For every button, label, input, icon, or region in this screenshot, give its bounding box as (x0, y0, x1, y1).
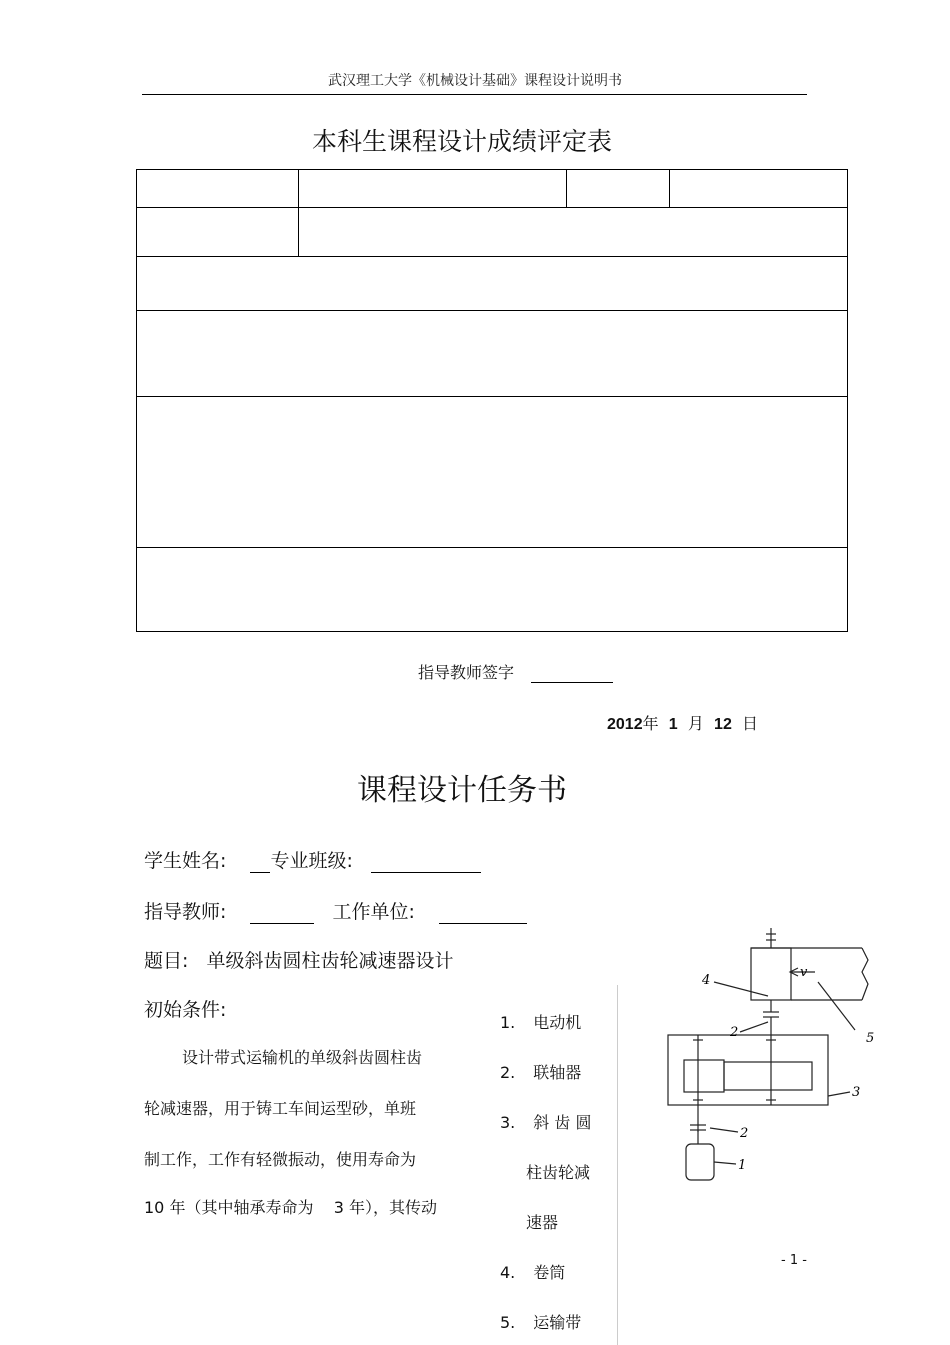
signature-line (418, 660, 613, 683)
table-row (137, 548, 848, 632)
part-name: 速器 (526, 1213, 559, 1232)
part-name: 联轴器 (533, 1063, 582, 1082)
diagram-label-5: 5 (866, 1031, 875, 1046)
table-cell (299, 170, 567, 208)
initial-conditions-label: 初始条件: (144, 999, 227, 1021)
table-cell (137, 257, 848, 311)
table-row (137, 311, 848, 397)
drum-outline (751, 948, 791, 1000)
evaluation-date (607, 711, 758, 734)
header-rule (142, 94, 807, 95)
topic-line (144, 946, 453, 973)
date-day-unit: 日 (742, 714, 759, 733)
part-item (500, 1310, 581, 1333)
advisor-label: 指导教师: (144, 901, 227, 923)
table-row (137, 208, 848, 257)
advisor-blank (250, 901, 314, 924)
table-cell (137, 208, 299, 257)
work-unit-blank (439, 901, 527, 924)
part-number: 1. (500, 1013, 516, 1032)
table-cell (670, 170, 848, 208)
date-day: 12 (714, 716, 732, 733)
part-item (526, 1210, 558, 1233)
table-cell (137, 397, 848, 548)
part-name: 电动机 (533, 1013, 582, 1032)
evaluation-table (136, 169, 848, 632)
part-name: 斜 齿 圆 (533, 1113, 592, 1132)
body-line: 设计带式运输机的单级斜齿圆柱齿 (182, 1048, 423, 1067)
table-cell (137, 170, 299, 208)
table-cell (567, 170, 670, 208)
diagram-label-4: 4 (702, 973, 711, 988)
part-number: 4. (500, 1263, 516, 1282)
work-unit-label: 工作单位: (332, 901, 415, 923)
motor (686, 1144, 714, 1180)
diagram-label-2-lower: 2 (740, 1126, 749, 1141)
gear (724, 1062, 812, 1090)
student-name-blank (250, 850, 270, 873)
velocity-label: v (800, 965, 808, 980)
advisor-line (144, 897, 527, 924)
belt-break (862, 948, 868, 1000)
table-row (137, 257, 848, 311)
table-cell (137, 311, 848, 397)
table-row (137, 170, 848, 208)
signature-blank (531, 663, 613, 683)
page-header: 武汉理工大学《机械设计基础》课程设计说明书 (328, 73, 622, 89)
part-number: 3. (500, 1113, 516, 1132)
column-divider (617, 985, 618, 1345)
pinion (684, 1060, 724, 1092)
table-cell (299, 208, 848, 257)
body-line: 轮减速器，用于铸工车间运型砂，单班 (144, 1099, 417, 1118)
part-item (500, 1110, 591, 1133)
diagram-label-1: 1 (738, 1158, 747, 1173)
gearbox-housing (668, 1035, 828, 1105)
student-line (144, 846, 481, 873)
major-class-label: 专业班级: (270, 850, 353, 872)
task-title: 课程设计任务书 (357, 773, 567, 808)
part-name: 卷筒 (533, 1263, 566, 1282)
transmission-diagram (640, 920, 900, 1200)
part-item (500, 1060, 581, 1083)
part-number: 5. (500, 1313, 516, 1332)
part-name: 运输带 (533, 1313, 582, 1332)
table-row (137, 397, 848, 548)
part-item (500, 1010, 581, 1033)
table-cell (137, 548, 848, 632)
part-number: 2. (500, 1063, 516, 1082)
body-line: 制工作，工作有轻微振动，使用寿命为 (144, 1150, 417, 1169)
student-name-label: 学生姓名: (144, 850, 227, 872)
date-year: 2012 (607, 716, 643, 733)
date-year-unit: 年 (642, 714, 659, 733)
page-number: - 1 - (781, 1253, 807, 1268)
topic-value: 单级斜齿圆柱齿轮减速器设计 (206, 950, 454, 972)
part-item (526, 1160, 590, 1183)
diagram-label-2-upper: 2 (730, 1025, 739, 1040)
diagram-label-3: 3 (852, 1085, 861, 1100)
evaluation-title: 本科生课程设计成绩评定表 (311, 127, 612, 156)
major-class-blank (371, 850, 481, 873)
date-month-unit: 月 (687, 714, 704, 733)
part-item (500, 1260, 565, 1283)
part-name: 柱齿轮减 (526, 1163, 591, 1182)
topic-label: 题目: (144, 950, 189, 972)
date-month: 1 (668, 716, 678, 733)
signature-label: 指导教师签字 (418, 663, 515, 682)
body-line: 10 年（其中轴承寿命为 3 年），其传动 (144, 1198, 438, 1217)
